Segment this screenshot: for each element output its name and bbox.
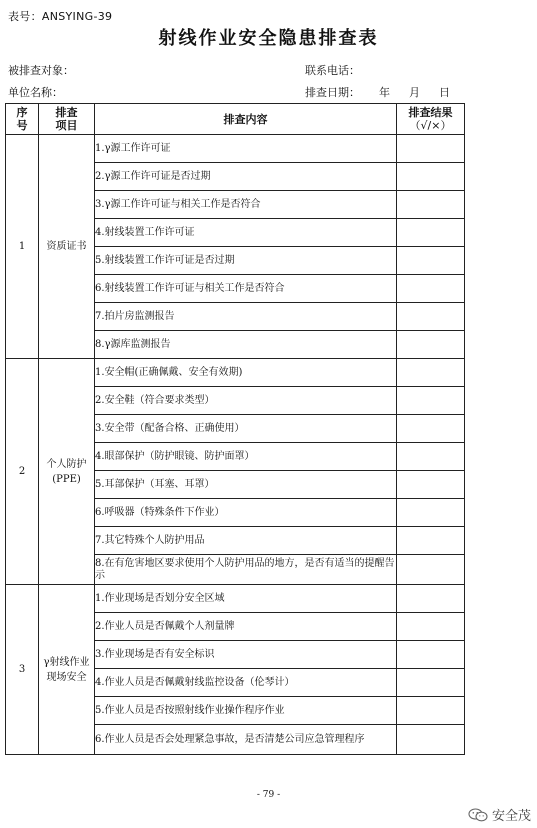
date-label: 排查日期： bbox=[305, 86, 360, 99]
check-item: 4.射线装置工作许可证 bbox=[95, 219, 397, 247]
result-cell[interactable] bbox=[397, 585, 465, 613]
check-item: 7.其它特殊个人防护用品 bbox=[95, 527, 397, 555]
result-cell[interactable] bbox=[397, 359, 465, 387]
page-number: - 79 - bbox=[256, 790, 281, 800]
check-item: 7.拍片房监测报告 bbox=[95, 303, 397, 331]
result-cell[interactable] bbox=[397, 697, 465, 725]
form-number: 表号：ANSYING-39 bbox=[8, 10, 113, 23]
col-header-item: 排查项目 bbox=[39, 104, 95, 135]
result-cell[interactable] bbox=[397, 303, 465, 331]
phone-label: 联系电话： bbox=[305, 64, 360, 77]
check-item: 8.γ源库监测报告 bbox=[95, 331, 397, 359]
check-item: 6.呼吸器（特殊条件下作业） bbox=[95, 499, 397, 527]
unit-label: 单位名称： bbox=[8, 86, 63, 99]
check-item: 6.射线装置工作许可证与相关工作是否符合 bbox=[95, 275, 397, 303]
group-category: 个人防护(PPE) bbox=[39, 359, 95, 585]
group-category: γ射线作业现场安全 bbox=[39, 585, 95, 755]
table-body bbox=[6, 135, 465, 755]
check-item: 3.γ源工作许可证与相关工作是否符合 bbox=[95, 191, 397, 219]
check-item: 2.作业人员是否佩戴个人剂量牌 bbox=[95, 613, 397, 641]
table-header-row bbox=[6, 104, 465, 135]
check-item: 6.作业人员是否会处理紧急事故，是否清楚公司应急管理程序 bbox=[95, 725, 397, 755]
result-cell[interactable] bbox=[397, 331, 465, 359]
col-header-no: 序号 bbox=[6, 104, 39, 135]
result-cell[interactable] bbox=[397, 669, 465, 697]
inspection-table bbox=[5, 103, 465, 755]
wechat-icon bbox=[468, 808, 488, 822]
group-number: 1 bbox=[6, 135, 39, 359]
table-row bbox=[6, 135, 465, 163]
check-item: 3.安全带（配备合格、正确使用） bbox=[95, 415, 397, 443]
date-field bbox=[305, 84, 450, 100]
check-item: 1.安全帽(正确佩戴、安全有效期) bbox=[95, 359, 397, 387]
result-cell[interactable] bbox=[397, 499, 465, 527]
result-cell[interactable] bbox=[397, 443, 465, 471]
col-header-result bbox=[397, 104, 465, 135]
result-cell[interactable] bbox=[397, 725, 465, 755]
check-item: 1.γ源工作许可证 bbox=[95, 135, 397, 163]
date-day: 日 bbox=[439, 86, 450, 99]
result-cell[interactable] bbox=[397, 275, 465, 303]
result-cell[interactable] bbox=[397, 387, 465, 415]
result-header-mark: （√/×） bbox=[409, 119, 452, 132]
watermark-text: 安全茂 bbox=[491, 809, 531, 824]
group-number: 2 bbox=[6, 359, 39, 585]
check-item: 5.作业人员是否按照射线作业操作程序作业 bbox=[95, 697, 397, 725]
page-title: 射线作业安全隐患排查表 bbox=[158, 28, 379, 49]
check-item: 4.作业人员是否佩戴射线监控设备（伦琴计） bbox=[95, 669, 397, 697]
check-item: 4.眼部保护（防护眼镜、防护面罩） bbox=[95, 443, 397, 471]
result-cell[interactable] bbox=[397, 247, 465, 275]
group-category: 资质证书 bbox=[39, 135, 95, 359]
col-header-content: 排查内容 bbox=[95, 104, 397, 135]
check-item: 5.射线装置工作许可证是否过期 bbox=[95, 247, 397, 275]
result-cell[interactable] bbox=[397, 471, 465, 499]
check-item: 5.耳部保护（耳塞、耳罩） bbox=[95, 471, 397, 499]
group-number: 3 bbox=[6, 585, 39, 755]
result-cell[interactable] bbox=[397, 219, 465, 247]
table-row bbox=[6, 585, 465, 613]
check-item: 3.作业现场是否有安全标识 bbox=[95, 641, 397, 669]
result-cell[interactable] bbox=[397, 163, 465, 191]
check-item: 2.安全鞋（符合要求类型） bbox=[95, 387, 397, 415]
result-cell[interactable] bbox=[397, 191, 465, 219]
result-header-text: 排查结果 bbox=[408, 106, 453, 119]
result-cell[interactable] bbox=[397, 555, 465, 585]
check-item: 1.作业现场是否划分安全区域 bbox=[95, 585, 397, 613]
table-row bbox=[6, 359, 465, 387]
target-label: 被排查对象： bbox=[8, 64, 74, 77]
date-year: 年 bbox=[379, 86, 390, 99]
result-cell[interactable] bbox=[397, 641, 465, 669]
result-cell[interactable] bbox=[397, 415, 465, 443]
check-item: 2.γ源工作许可证是否过期 bbox=[95, 163, 397, 191]
result-cell[interactable] bbox=[397, 135, 465, 163]
watermark bbox=[468, 805, 531, 824]
check-item: 8.在有危害地区要求使用个人防护用品的地方，是否有适当的提醒告示 bbox=[95, 555, 397, 585]
result-cell[interactable] bbox=[397, 613, 465, 641]
result-cell[interactable] bbox=[397, 527, 465, 555]
date-month: 月 bbox=[409, 86, 420, 99]
